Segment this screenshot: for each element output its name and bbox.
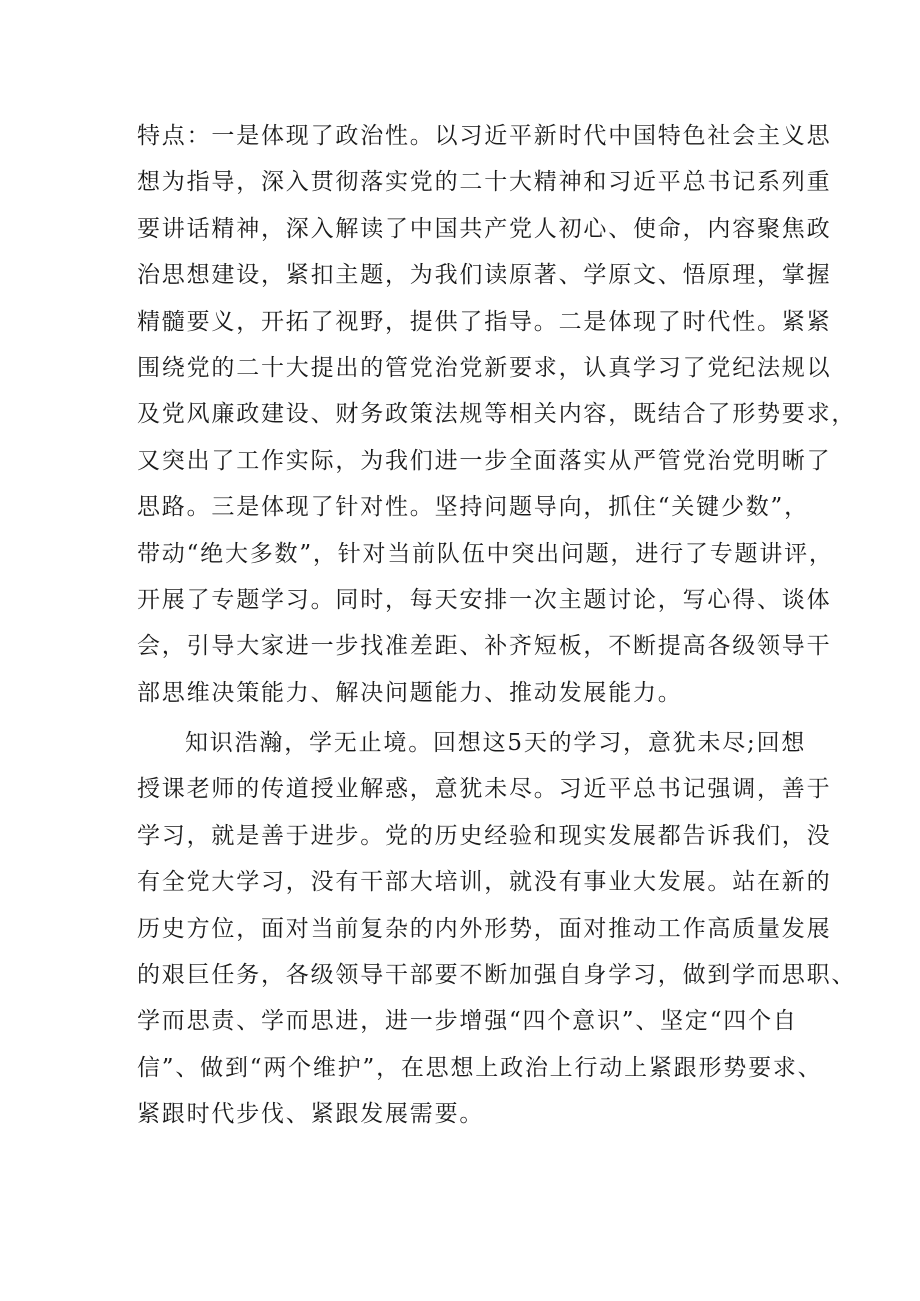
- paragraph-1-line: 及党风廉政建设、财务政策法规等相关内容，既结合了形势要求，: [137, 401, 857, 428]
- paragraph-2-line: 知识浩瀚，学无止境。回想这5天的学习，意犹未尽;回想: [185, 730, 807, 757]
- paragraph-1-line: 带动“绝大多数”，针对当前队伍中突出问题，进行了专题讲评，: [137, 540, 834, 567]
- paragraph-1-line: 特点：一是体现了政治性。以习近平新时代中国特色社会主义思: [137, 123, 832, 149]
- paragraph-2-line: 信”、做到“两个维护”，在思想上政治上行动上紧跟形势要求、: [137, 1054, 823, 1081]
- paragraph-2: [137, 720, 857, 1138]
- paragraph-2-line: 紧跟时代步伐、紧跟发展需要。: [137, 1101, 485, 1128]
- paragraph-2-line: 的艰巨任务，各级领导干部要不断加强自身学习，做到学而思职、: [137, 962, 857, 989]
- paragraph-1-line: 治思想建设，紧扣主题，为我们读原著、学原文、悟原理，掌握: [137, 262, 832, 289]
- paragraph-2-line: 授课老师的传道授业解惑，意犹未尽。习近平总书记强调，善于: [137, 776, 832, 803]
- paragraph-2-line: 有全党大学习，没有干部大培训，就没有事业大发展。站在新的: [137, 869, 832, 896]
- paragraph-1-line: 围绕党的二十大提出的管党治党新要求，认真学习了党纪法规以: [137, 354, 832, 381]
- paragraph-1: [137, 113, 857, 716]
- document-body: [137, 113, 857, 1138]
- paragraph-2-line: 学而思责、学而思进，进一步增强“四个意识”、坚定“四个自: [137, 1008, 798, 1035]
- paragraph-1-line: 开展了专题学习。同时，每天安排一次主题讨论，写心得、谈体: [137, 586, 832, 613]
- paragraph-1-line: 部思维决策能力、解决问题能力、推动发展能力。: [137, 679, 683, 706]
- paragraph-2-line: 学习，就是善于进步。党的历史经验和现实发展都告诉我们，没: [137, 822, 832, 849]
- paragraph-2-line: 历史方位，面对当前复杂的内外形势，面对推动工作高质量发展: [137, 915, 832, 942]
- paragraph-1-line: 会，引导大家进一步找准差距、补齐短板，不断提高各级领导干: [137, 633, 832, 660]
- paragraph-1-line: 想为指导，深入贯彻落实党的二十大精神和习近平总书记系列重: [137, 169, 832, 196]
- paragraph-1-line: 思路。三是体现了针对性。坚持问题导向，抓住“关键少数”，: [137, 494, 809, 521]
- paragraph-1-line: 又突出了工作实际，为我们进一步全面落实从严管党治党明晰了: [137, 447, 832, 474]
- paragraph-1-line: 精髓要义，开拓了视野，提供了指导。二是体现了时代性。紧紧: [137, 308, 832, 335]
- paragraph-1-line: 要讲话精神，深入解读了中国共产党人初心、使命，内容聚焦政: [137, 215, 832, 242]
